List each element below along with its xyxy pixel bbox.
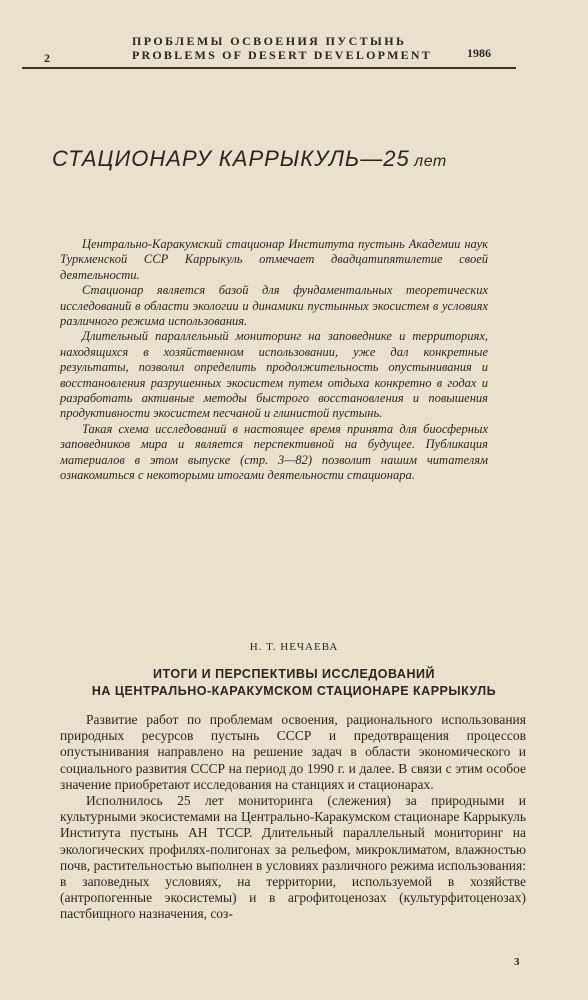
journal-title-ru: ПРОБЛЕМЫ ОСВОЕНИЯ ПУСТЫНЬ bbox=[132, 34, 407, 48]
intro-paragraph: Центрально-Каракумский стационар Института пустынь Академии наук Туркменской ССР Каррыкуль отмечает двадцатипятилетие своей деятельности. bbox=[60, 237, 488, 282]
editorial-intro bbox=[60, 237, 488, 484]
journal-title-en: PROBLEMS OF DESERT DEVELOPMENT bbox=[132, 48, 432, 62]
header-year: 1986 bbox=[467, 46, 491, 60]
article-title-line: ИТОГИ И ПЕРСПЕКТИВЫ ИССЛЕДОВАНИЙ bbox=[153, 667, 435, 681]
body-paragraph: Исполнилось 25 лет мониторинга (слежения) за природными и культурными экосистемами на Центрально-Каракумском стационаре Каррыкуль Института пустынь АН ТССР. Длительный параллельный мониторинг на экологических профилях-полигонах за рельефом, микроклиматом, влажностью почв, растительностью выполнен в условиях различного режима использования: в заповедных условиях, на территории, используемой в хозяйстве (антропогенные экосистемы) и в агрофитоценозах (культурфитоценозах) пастбищного назначения, соз- bbox=[60, 793, 526, 922]
article-author: Н. Т. НЕЧАЕВА bbox=[249, 641, 339, 653]
intro-paragraph: Длительный параллельный мониторинг на заповеднике и территориях, находящихся в хозяйственном использовании, уже дал конкретные результаты, позволил определить продолжительность опустынивания и восстановления разрушенных экосистем путем отдыха конкретно в годах и разработать активные методы быстрого восстановления и повышения продуктивности экосистем песчаной и глинистой пустынь. bbox=[60, 329, 488, 421]
anniversary-title-suffix: лет bbox=[414, 153, 447, 170]
running-header bbox=[22, 34, 516, 70]
article-title-line: НА ЦЕНТРАЛЬНО-КАРАКУМСКОМ СТАЦИОНАРЕ КАРРЫКУЛЬ bbox=[91, 684, 497, 698]
body-paragraph: Развитие работ по проблемам освоения, рационального использования природных ресурсов пустынь СССР и предотвращения процессов опустынивания направлено на решение задач в области экономического и социального развития СССР на период до 1990 г. и далее. В связи с этим особое значение приобретают исследования на станциях и стационарах. bbox=[60, 712, 526, 792]
intro-paragraph: Такая схема исследований в настоящее время принята для биосферных заповедников мира и является перспективной на будущее. Публикация материалов в этом выпуске (стр. 3—82) позволит нашим читателям ознакомиться с некоторыми итогами деятельности стационара. bbox=[60, 421, 488, 483]
header-page-number: 2 bbox=[44, 51, 50, 65]
article-body bbox=[60, 712, 526, 923]
header-rule bbox=[22, 67, 516, 69]
footer-page-number: 3 bbox=[514, 956, 520, 968]
intro-paragraph: Стационар является базой для фундаментальных теоретических исследований в области экологии и динамики пустынных экосистем в условиях различного режима использования. bbox=[60, 283, 488, 329]
anniversary-title-main: СТАЦИОНАРУ КАРРЫКУЛЬ—25 bbox=[52, 146, 410, 171]
article-title bbox=[36, 666, 552, 700]
anniversary-title bbox=[52, 146, 532, 172]
